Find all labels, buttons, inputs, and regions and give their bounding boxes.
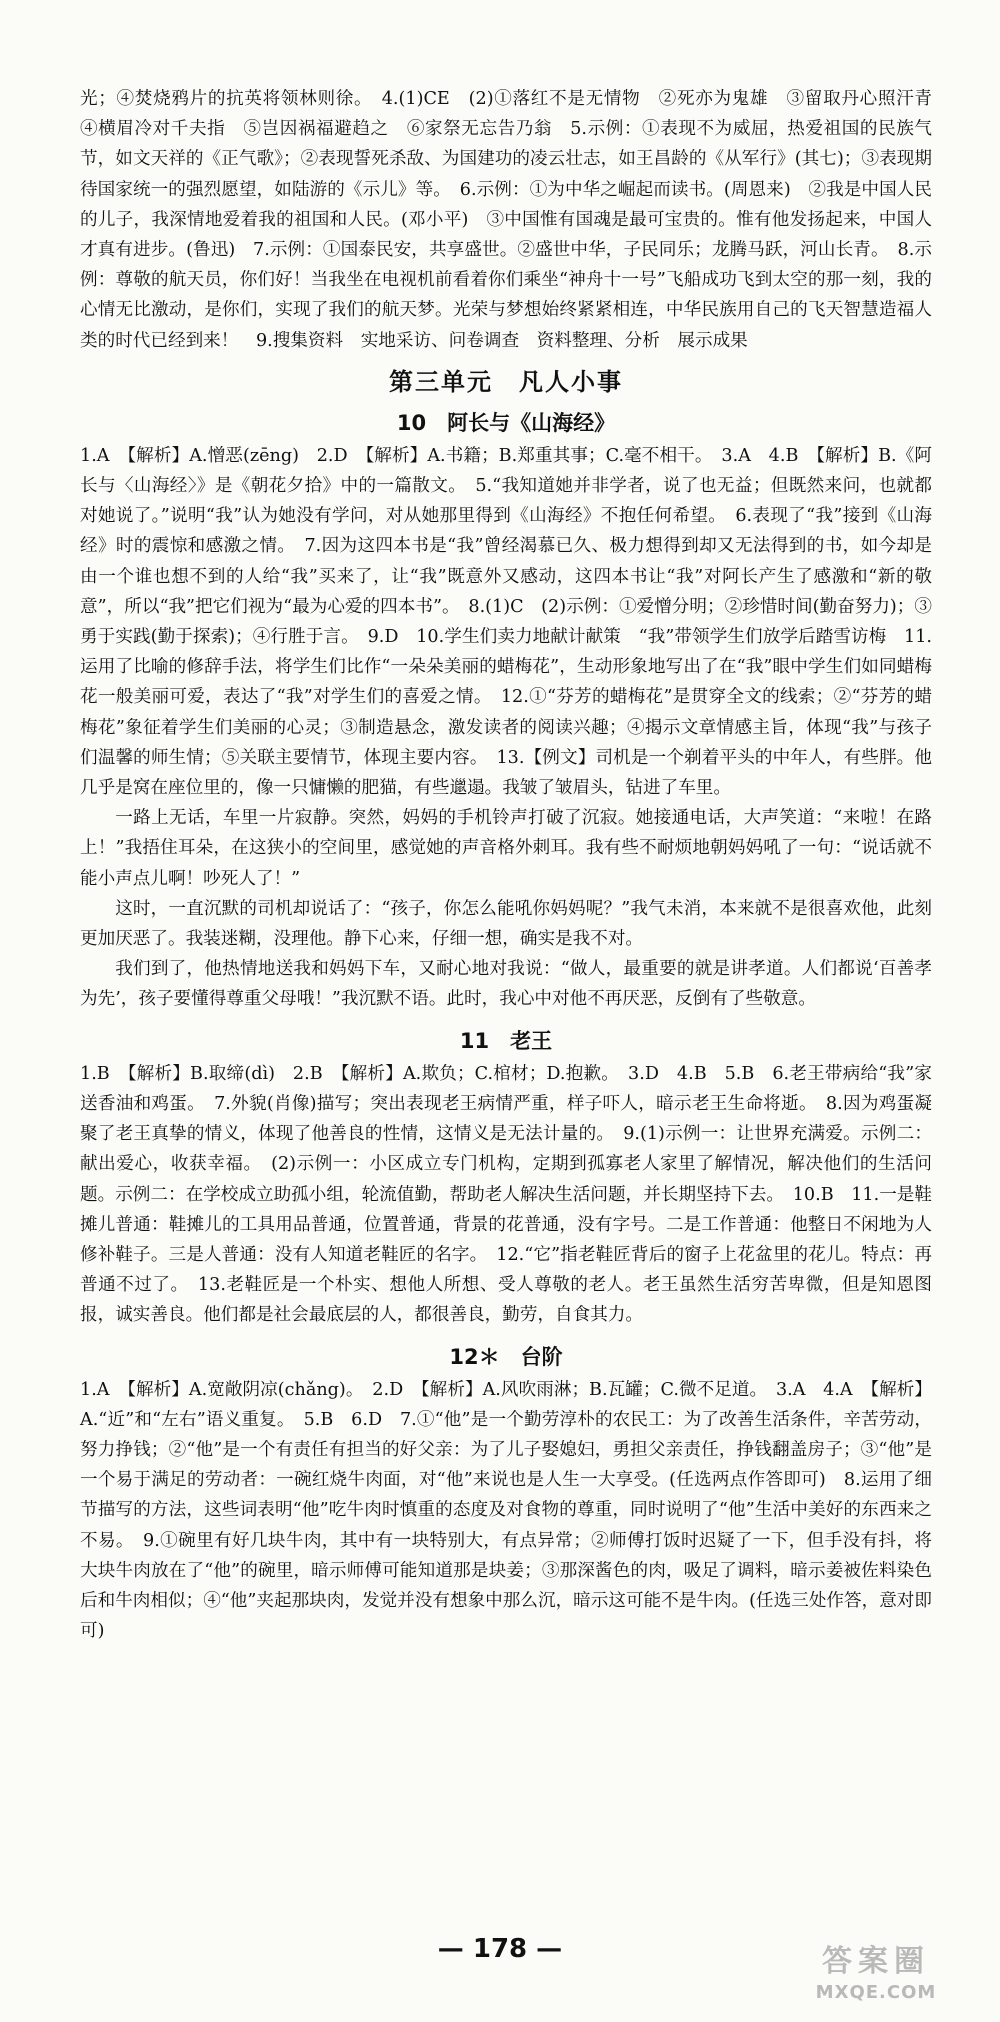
watermark-logo <box>766 1942 986 2012</box>
watermark-mark: 答案圈 <box>822 1944 930 1979</box>
lesson-11-answers: 1.B 【解析】B.取缔(dì) 2.B 【解析】A.欺负；C.棺材；D.抱歉。 3.D 4.B 5.B 6.老王带病给“我”家送香油和鸡蛋。 7.外貌(肖像)描写；突出表现老王病情严重，样子吓人，暗示老王生命将逝。 8.因为鸡蛋凝聚了老王真挚的情义，体现了他善良的性情，这情义是无法计量的。 9.(1)示例一：让世界充满爱。示例二：献出爱心，收获幸福。 (2)示例一：小区成立专门机构，定期到孤寡老人家里了解情况，解决他们的生活问题。示例二：在学校成立助孤小组，轮流值勤，帮助老人解决生活问题，并长期坚持下去。 10.B 11.一是鞋摊儿普通：鞋摊儿的工具用品普通，位置普通，背景的花普通，没有字号。二是工作普通：他整日不闲地为人修补鞋子。三是人普通：没有人知道老鞋匠的名字。 12.“它”指老鞋匠背后的窗子上花盆里的花儿。特点：再普通不过了。 13.老鞋匠是一个朴实、想他人所想、受人尊敬的老人。老王虽然生活穷苦卑微，但是知恩图报，诚实善良。他们都是社会最底层的人，都很善良，勤劳，自食其力。 <box>80 1063 932 1326</box>
lesson-10-essay-paragraph: 我们到了，他热情地送我和妈妈下车，又耐心地对我说：“做人，最重要的就是讲孝道。人们都说‘百善孝为先’，孩子要懂得尊重父母哦！”我沉默不语。此时，我心中对他不再厌恶，反倒有了些敬意。 <box>80 959 932 1010</box>
lesson-12-answers: 1.A 【解析】A.宽敞阴凉(chǎng)。 2.D 【解析】A.风吹雨淋；B.瓦罐；C.微不足道。 3.A 4.A 【解析】A.“近”和“左右”语义重复。 5.B 6.D 7.①“他”是一个勤劳淳朴的农民工：为了改善生活条件，辛苦劳动，努力挣钱；②“他”是一个有责任有担当的好父亲：为了儿子娶媳妇，勇担父亲责任，挣钱翻盖房子；③“他”是一个易于满足的劳动者：一碗红烧牛肉面，对“他”来说也是人生一大享受。(任选两点作答即可) 8.运用了细节描写的方法，这些词表明“他”吃牛肉时慎重的态度及对食物的尊重，同时说明了“他”生活中美好的东西来之不易。 9.①碗里有好几块牛肉，其中有一块特别大，有点异常；②师傅打饭时迟疑了一下，但手没有抖，将大块牛肉放在了“他”的碗里，暗示师傅可能知道那是块姜；③那深酱色的肉，吸足了调料，暗示姜被佐料染色后和牛肉相似；④“他”夹起那块肉，发觉并没有想象中那么沉，暗示这可能不是牛肉。(任选三处作答，意对即可) <box>80 1379 932 1642</box>
lesson-11-title: 11 老王 <box>459 1028 553 1053</box>
lesson-12-title: 12＊ 台阶 <box>449 1344 563 1369</box>
lesson-10-answers: 1.A 【解析】A.憎恶(zēng) 2.D 【解析】A.书籍；B.郑重其事；C.毫不相干。 3.A 4.B 【解析】B.《阿长与〈山海经〉》是《朝花夕拾》中的一篇散文。 5.“我知道她并非学者，说了也无益；但既然来问，也就都对她说了。”说明“我”认为她没有学问，对从她那里得到《山海经》不抱任何希望。 6.表现了“我”接到《山海经》时的震惊和感激之情。 7.因为这四本书是“我”曾经渴慕已久、极力想得到却又无法得到的书，如今却是由一个谁也想不到的人给“我”买来了，让“我”既意外又感动，这四本书让“我”对阿长产生了感激和“新的敬意”，所以“我”把它们视为“最为心爱的四本书”。 8.(1)C (2)示例：①爱憎分明；②珍惜时间(勤奋努力)；③勇于实践(勤于探索)；④行胜于言。 9.D 10.学生们卖力地献计献策 “我”带领学生们放学后踏雪访梅 11.运用了比喻的修辞手法，将学生们比作“一朵朵美丽的蜡梅花”，生动形象地写出了在“我”眼中学生们如同蜡梅花一般美丽可爱，表达了“我”对学生们的喜爱之情。 12.①“芬芳的蜡梅花”是贯穿全文的线索；②“芬芳的蜡梅花”象征着学生们美丽的心灵；③制造悬念，激发读者的阅读兴趣；④揭示文章情感主旨，体现“我”与孩子们温馨的师生情；⑤关联主要情节，体现主要内容。 13.【例文】司机是一个剃着平头的中年人，有些胖。他几乎是窝在座位里的，像一只慵懒的肥猫，有些邋遢。我皱了皱眉头，钻进了车里。 <box>80 445 932 799</box>
lesson-10-essay-paragraph: 这时，一直沉默的司机却说话了：“孩子，你怎么能吼你妈妈呢？”我气未消，本来就不是很喜欢他，此刻更加厌恶了。我装迷糊，没理他。静下心来，仔细一想，确实是我不对。 <box>80 898 932 950</box>
lesson-10-essay-paragraph: 一路上无话，车里一片寂静。突然，妈妈的手机铃声打破了沉寂。她接通电话，大声笑道：“来啦！在路上！”我捂住耳朵，在这狭小的空间里，感觉她的声音格外刺耳。我有些不耐烦地朝妈妈吼了一句：“说话就不能小声点儿啊！吵死人了！” <box>80 808 932 889</box>
page-number: — 178 — <box>437 1934 563 1964</box>
lesson-10-title: 10 阿长与《山海经》 <box>396 410 616 435</box>
top-answer-paragraph: 光；④焚烧鸦片的抗英将领林则徐。 4.(1)CE (2)①落红不是无情物 ②死亦为鬼雄 ③留取丹心照汗青 ④横眉冷对千夫指 ⑤岂因祸福避趋之 ⑥家祭无忘告乃翁 5.示例：①表现不为威屈，热爱祖国的民族气节，如文天祥的《正气歌》；②表现誓死杀敌、为国建功的凌云壮志，如王昌龄的《从军行》(其七)；③表现期待国家统一的强烈愿望，如陆游的《示儿》等。 6.示例：①为中华之崛起而读书。(周恩来) ②我是中国人民的儿子，我深情地爱着我的祖国和人民。(邓小平) ③中国惟有国魂是最可宝贵的。惟有他发扬起来，中国人才真有进步。(鲁迅) 7.示例：①国泰民安，共享盛世。②盛世中华，子民同乐；龙腾马跃，河山长青。 8.示例：尊敬的航天员，你们好！当我坐在电视机前看着你们乘坐“神舟十一号”飞船成功飞到太空的那一刻，我的心情无比激动，是你们，实现了我们的航天梦。光荣与梦想始终紧紧相连，中华民族用自己的飞天智慧造福人类的时代已经到来！ 9.搜集资料 实地采访、问卷调查 资料整理、分析 展示成果 <box>80 89 950 351</box>
unit-title: 第三单元 凡人小事 <box>389 367 623 396</box>
answer-page <box>80 84 950 1646</box>
watermark-url: MXQE.COM <box>815 1982 937 2003</box>
